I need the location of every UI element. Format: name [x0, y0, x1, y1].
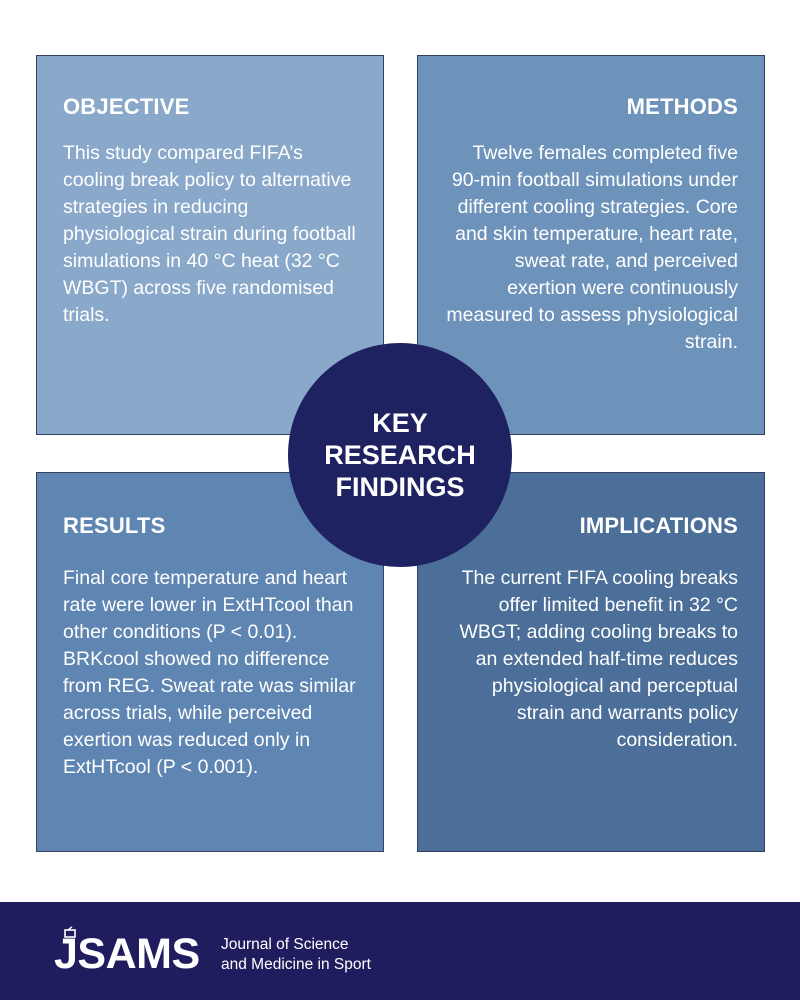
objective-text: This study compared FIFA’s cooling break policy to alternative strategies in reducing physiological strain during football simulations in 40 °C heat (32 °C WBGT) across five randomised trials.: [63, 142, 356, 326]
journal-name-line-2: and Medicine in Sport: [221, 956, 371, 973]
journal-name-line-1: Journal of Science: [221, 936, 349, 953]
key-findings-circle: [288, 343, 512, 567]
results-text: Final core temperature and heart rate were lower in ExtHTcool than other conditions (P < 0.01). BRKcool showed no difference from REG. Sweat rate was similar across trials, while perceived exertion was reduced only in ExtHTcool (P < 0.001).: [63, 567, 356, 778]
objective-heading: OBJECTIVE: [63, 94, 190, 119]
key-findings-label: KEY RESEARCH FINDINGS: [324, 408, 476, 502]
methods-text: Twelve females completed five 90-min football simulations under different cooling strategies. Core and skin temperature, heart rate, sweat rate, and perceived exertion were continuously measured to assess physiological strain.: [446, 142, 738, 353]
journal-name: [221, 935, 421, 975]
methods-heading: METHODS: [626, 94, 738, 119]
implications-text: The current FIFA cooling breaks offer limited benefit in 32 °C WBGT; adding cooling breaks to an extended half-time reduces physiological and perceptual strain and warrants policy consideration.: [459, 567, 738, 751]
implications-heading: IMPLICATIONS: [579, 513, 738, 538]
jsams-logo: [54, 930, 200, 978]
logo-mark-icon: [64, 926, 76, 938]
results-heading: RESULTS: [63, 513, 166, 538]
logo-text: JSAMS: [54, 930, 200, 978]
footer-bar: [0, 902, 800, 1000]
